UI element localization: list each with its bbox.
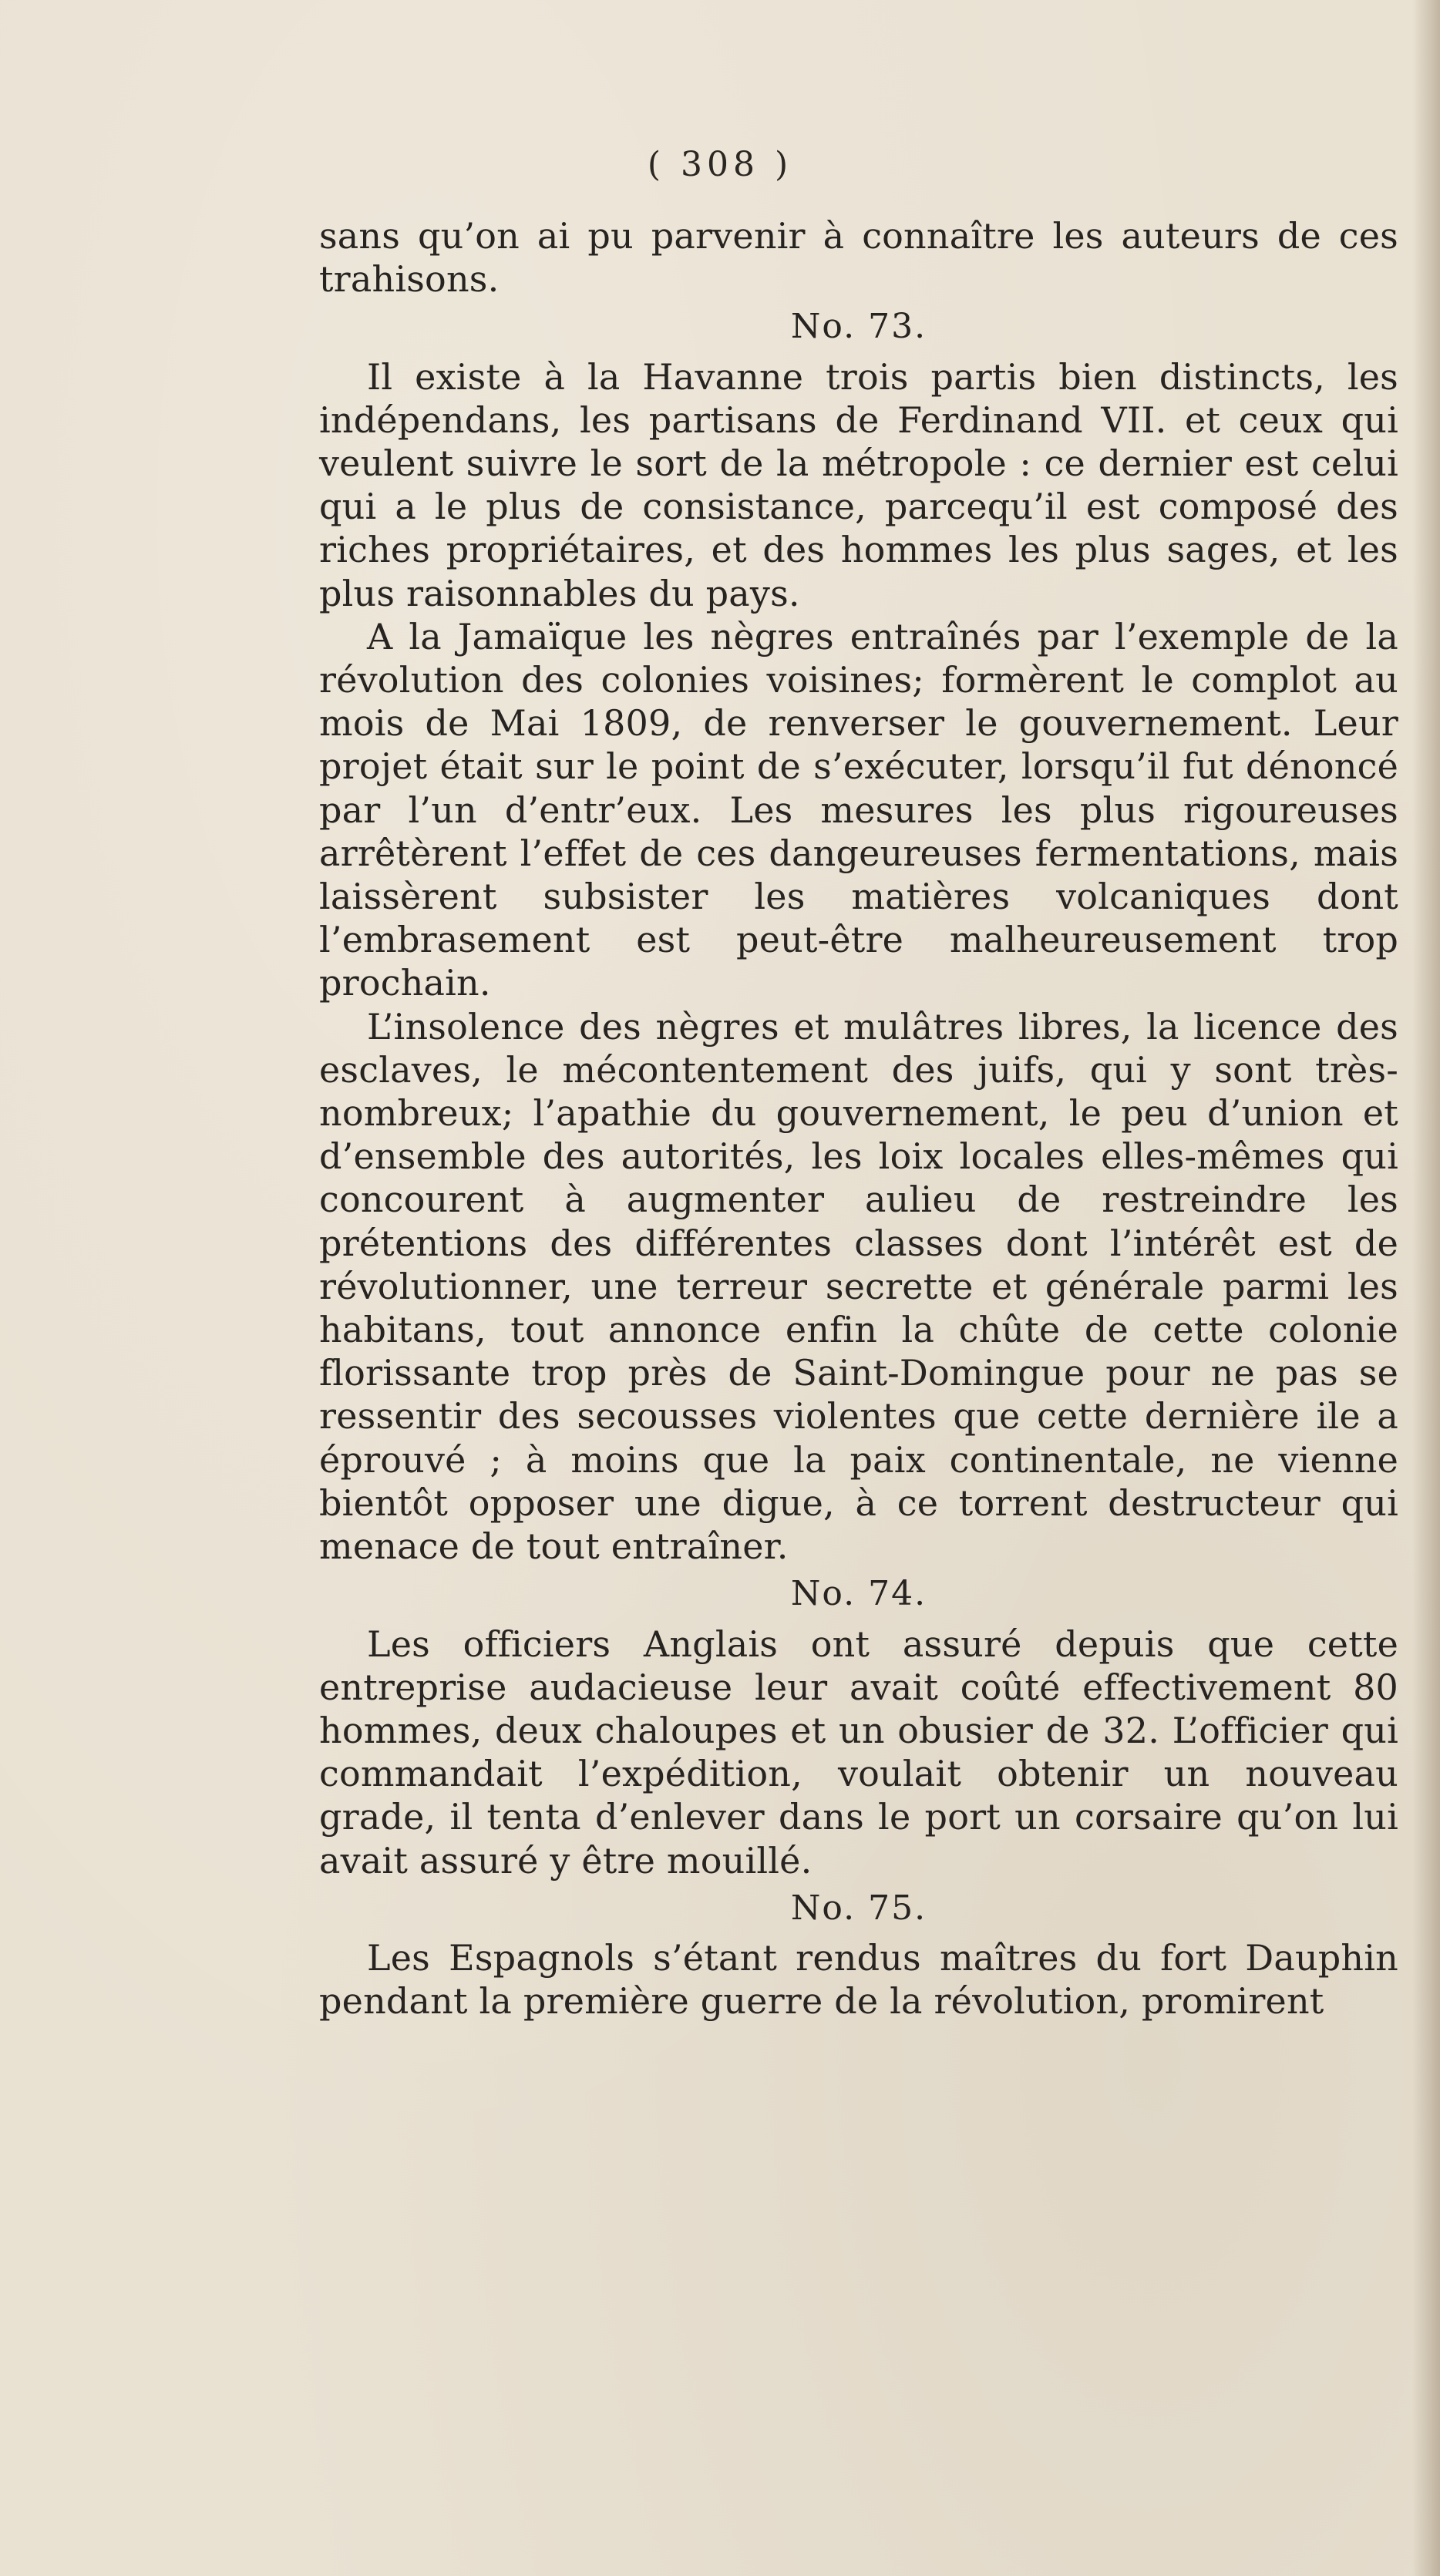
page-body bbox=[319, 214, 1398, 2023]
page-number: ( 308 ) bbox=[647, 145, 793, 184]
paragraph-continuation: sans qu’on ai pu parvenir à connaître les auteurs de ces trahisons. bbox=[319, 215, 1398, 301]
page-edge-shadow bbox=[1412, 0, 1440, 2576]
section-heading-no-73: No. 73. bbox=[790, 307, 927, 347]
paragraph-insolence: L’insolence des nègres et mulâtres libres, la licence des esclaves, le mécontentement des juifs, qui y sont très-nombreux; l’apathie du gouvernement, le peu d’union et d’ensemble des autorités, les loix locales elles-mêmes qui concourent à augmenter aulieu de restreindre les prétentions des différentes classes dont l’intérêt est de révolutionner, une terreur secrette et générale parmi les habitans, tout annonce enfin la chûte de cette colonie florissante trop près de Saint-Domingue pour ne pas se ressentir des secousses violentes que cette dernière ile a éprouvé ; à moins que la paix continentale, ne vienne bientôt opposer une digue, à ce torrent destructeur qui menace de tout entraîner. bbox=[319, 1005, 1398, 1568]
section-heading-no-74: No. 74. bbox=[790, 1574, 927, 1614]
paragraph-officiers-anglais: Les officiers Anglais ont assuré depuis que cette entreprise audacieuse leur avait coûté effectivement 80 hommes, deux chaloupes et un obusier de 32. L’officier qui commandait l’expédition, voulait obtenir un nouveau grade, il tenta d’enlever dans le port un corsaire qu’on lui avait assuré y être mouillé. bbox=[319, 1623, 1398, 1882]
paragraph-havanne: Il existe à la Havanne trois partis bien distincts, les indépendans, les partisans de Ferdinand VII. et ceux qui veulent suivre le sort de la métropole : ce dernier est celui qui a le plus de consistance, parcequ’il est composé des riches propriétaires, et des hommes les plus sages, et les plus raisonnables du pays. bbox=[319, 355, 1398, 614]
paragraph-jamaique: A la Jamaïque les nègres entraînés par l’exemple de la révolution des colonies voisines; formèrent le complot au mois de Mai 1809, de renverser le gouvernement. Leur projet était sur le point de s’exécuter, lorsqu’il fut dénoncé par l’un d’entr’eux. Les mesures les plus rigoureuses arrêtèrent l’effet de ces dangeureuses fermentations, mais laissèrent subsister les matières volcaniques dont l’embrasement est peut-être malheureusement trop prochain. bbox=[319, 615, 1398, 1004]
paragraph-espagnols: Les Espagnols s’étant rendus maîtres du fort Dauphin pendant la première guerre de la révolution, promirent bbox=[319, 1936, 1398, 2023]
section-heading-no-75: No. 75. bbox=[790, 1888, 927, 1928]
